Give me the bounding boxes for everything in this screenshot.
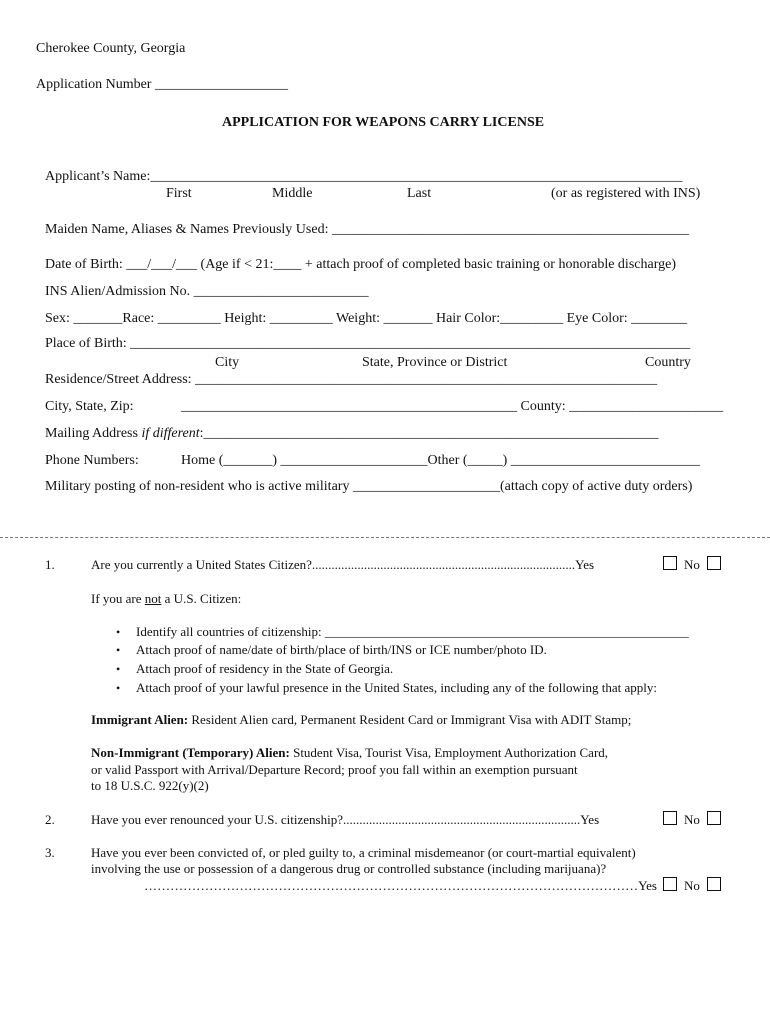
maiden-name-field[interactable]: Maiden Name, Aliases & Names Previously Used: ___________________________________________________ [45,222,689,237]
first-name-caption: First [166,186,192,201]
immigrant-alien-text: Resident Alien card, Permanent Resident Card or Immigrant Visa with ADIT Stamp; [188,712,632,727]
q1-no-label: No [684,557,700,572]
physical-description-fields[interactable]: Sex: _______Race: _________ Height: _________ Weight: _______ Hair Color:_________ Eye Color: ________ [45,311,688,326]
question-2-text: Have you ever renounced your U.S. citizenship?.........................................................................Yes [91,812,600,827]
bullet-icon: • [116,662,121,676]
q3-no-label: No [684,878,700,893]
question-3-number: 3. [45,845,55,860]
question-1-text: Are you currently a United States Citizen?.................................................................................Yes [91,557,595,572]
question-1-number: 1. [45,557,55,572]
mailing-label: Mailing Address [45,426,142,441]
military-posting-field[interactable]: Military posting of non-resident who is active military _____________________(attach copy of active duty orders) [45,479,693,494]
form-title: APPLICATION FOR WEAPONS CARRY LICENSE [222,115,545,130]
question-3-text: Have you ever been convicted of, or pled guilty to, a criminal misdemeanor (or court-martial equivalent) [91,845,636,860]
nonimmigrant-line-3: to 18 U.S.C. 922(y)(2) [91,778,209,793]
q2-yes-checkbox[interactable] [663,811,677,825]
nonimmigrant-alien-note [91,745,608,761]
ins-note-caption: (or as registered with INS) [551,186,701,201]
mailing-if-different: if different [141,426,200,441]
mailing-address-field[interactable] [45,426,659,442]
q1-yes-checkbox[interactable] [663,556,677,570]
immigrant-alien-note [91,712,631,728]
question-2-number: 2. [45,812,55,827]
state-province-caption: State, Province or District [362,355,508,370]
list-item: Attach proof of your lawful presence in the United States, including any of the following that apply: [136,680,657,695]
q2-no-label: No [684,812,700,827]
section-divider [0,537,770,538]
middle-name-caption: Middle [272,186,313,201]
last-name-caption: Last [407,186,432,201]
city-state-zip-label: City, State, Zip: [45,399,134,414]
mailing-line: :_________________________________________________________________ [199,426,659,441]
list-item: Attach proof of residency in the State of Georgia. [136,661,394,676]
citizenship-countries-field[interactable]: Identify all countries of citizenship: ________________________________________________________ [136,624,689,639]
residence-address-field[interactable]: Residence/Street Address: __________________________________________________________________ [45,372,658,387]
not-citizen-not: not [144,591,162,606]
date-of-birth-field[interactable]: Date of Birth: ___/___/___ (Age if < 21:____ + attach proof of completed basic training or honorable discharge) [45,257,676,272]
county-name: Cherokee County, Georgia [36,41,186,56]
q2-no-checkbox[interactable] [707,811,721,825]
phone-numbers-field[interactable]: Home (_______) _____________________Other (_____) ___________________________ [181,453,700,468]
not-citizen-suffix: a U.S. Citizen: [161,591,242,606]
applicant-name-field[interactable]: Applicant’s Name:____________________________________________________________________________ [45,169,683,184]
bullet-icon: • [116,625,121,639]
ins-alien-number-field[interactable]: INS Alien/Admission No. _________________________ [45,284,369,299]
list-item: Attach proof of name/date of birth/place of birth/INS or ICE number/photo ID. [136,642,547,657]
question-3-leader: ……………………………………………………………………………………………………Yes [144,878,657,893]
phone-numbers-label: Phone Numbers: [45,453,139,468]
bullet-icon: • [116,643,121,657]
q1-no-checkbox[interactable] [707,556,721,570]
not-citizen-heading [91,591,241,607]
q3-yes-checkbox[interactable] [663,877,677,891]
bullet-icon: • [116,681,121,695]
place-of-birth-field[interactable]: Place of Birth: ________________________________________________________________________________ [45,336,691,351]
application-number-field[interactable]: Application Number ___________________ [36,77,288,92]
question-3-text-line-2: involving the use or possession of a dangerous drug or controlled substance (including marijuana)? [91,861,607,876]
immigrant-alien-label: Immigrant Alien: [91,712,189,727]
not-citizen-prefix: If you are [91,591,145,606]
country-caption: Country [645,355,691,370]
q3-no-checkbox[interactable] [707,877,721,891]
city-state-zip-county-field[interactable]: ________________________________________________ County: ______________________ [181,399,724,414]
nonimmigrant-alien-text: Student Visa, Tourist Visa, Employment Authorization Card, [289,745,609,760]
nonimmigrant-line-2: or valid Passport with Arrival/Departure Record; proof you fall within an exemption pursuant [91,762,578,777]
city-caption: City [215,355,240,370]
nonimmigrant-alien-label: Non-Immigrant (Temporary) Alien: [91,745,290,760]
